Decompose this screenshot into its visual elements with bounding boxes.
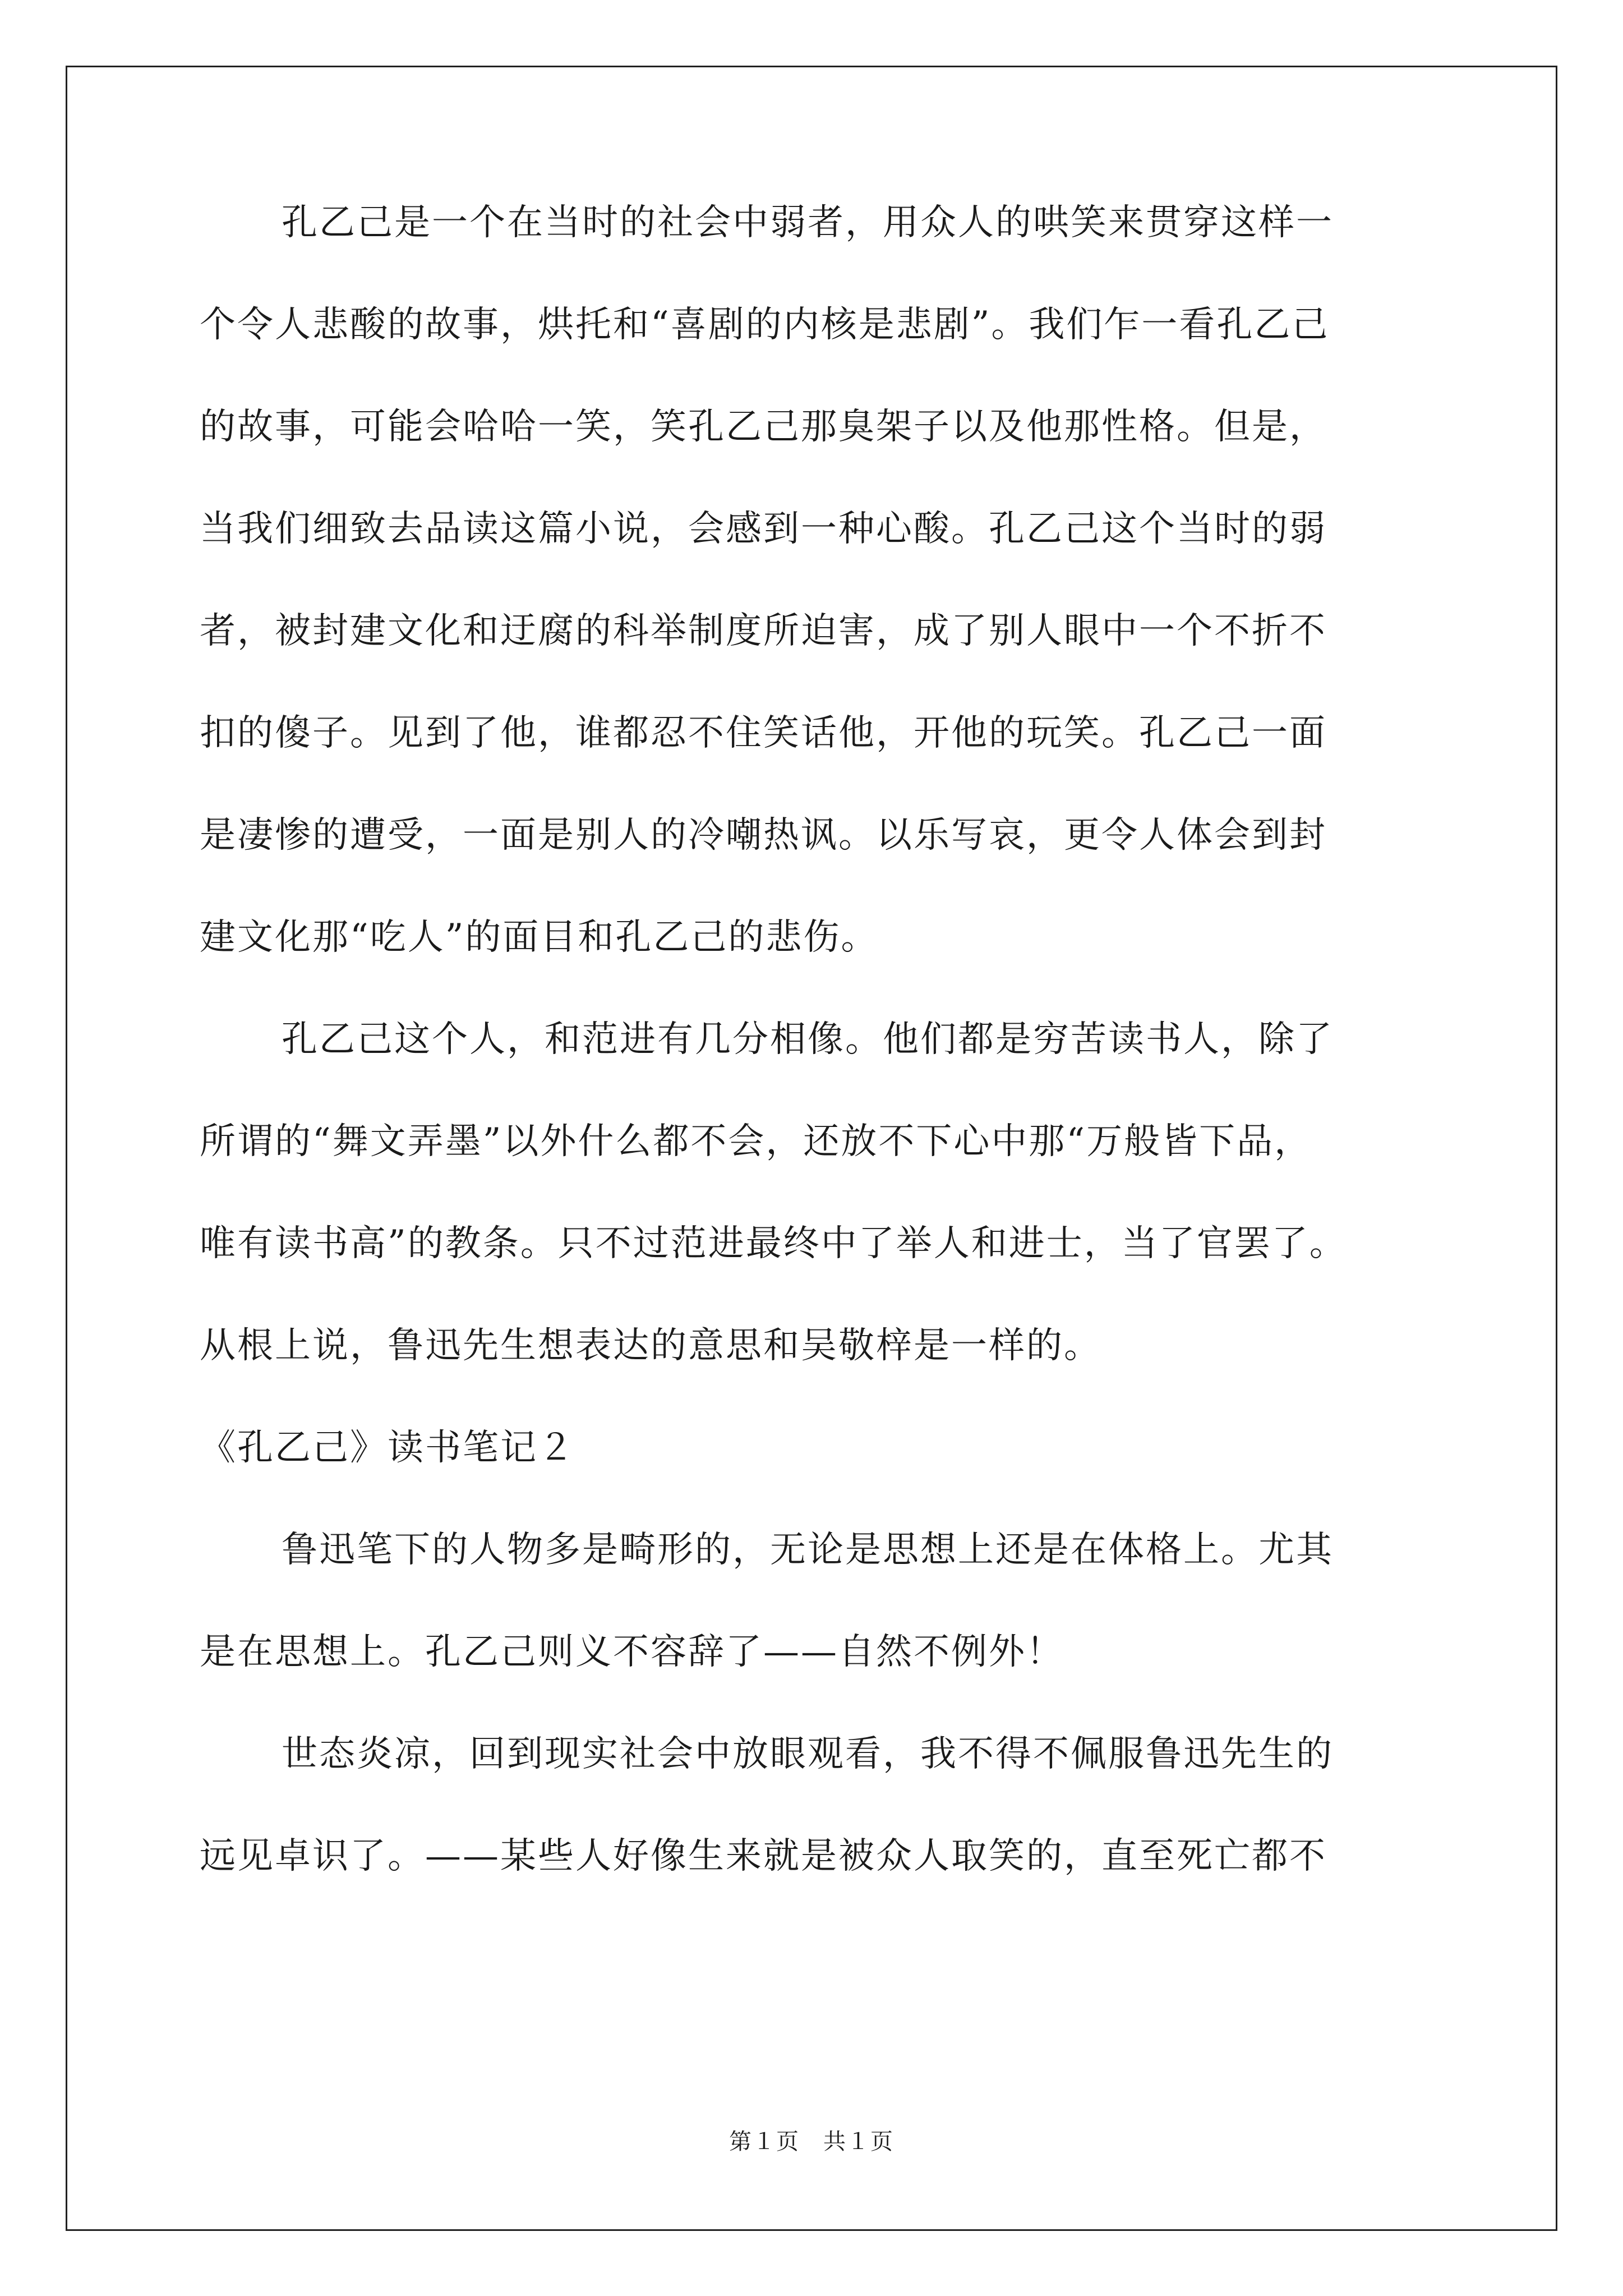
paragraph-line: 鲁迅笔下的人物多是畸形的，无论是思想上还是在体格上。尤其 (282, 1529, 1334, 1571)
paragraph-line: 是在思想上。孔乙己则义不容辞了——自然不例外！ (200, 1631, 1064, 1673)
paragraph-line: 扣的傻子。见到了他，谁都忍不住笑话他，开他的玩笑。孔乙己一面 (200, 712, 1327, 754)
section-heading: 《孔乙己》读书笔记２ (200, 1427, 575, 1469)
page-number: 第１页 共１页 (729, 2129, 894, 2155)
paragraph-line: 所谓的“舞文弄墨”以外什么都不会，还放不下心中那“万般皆下品， (200, 1121, 1312, 1162)
paragraph-line: 从根上说，鲁迅先生想表达的意思和吴敬梓是一样的。 (200, 1325, 1101, 1366)
paragraph-line: 建文化那“吃人”的面目和孔乙己的悲伤。 (200, 917, 879, 958)
paragraph-line: 孔乙己是一个在当时的社会中弱者，用众人的哄笑来贯穿这样一 (282, 202, 1334, 243)
paragraph-line: 远见卓识了。——某些人好像生来就是被众人取笑的，直至死亡都不 (200, 1835, 1327, 1877)
paragraph-line: 孔乙己这个人，和范进有几分相像。他们都是穷苦读书人，除了 (282, 1019, 1334, 1060)
paragraph-line: 个令人悲酸的故事，烘托和“喜剧的内核是悲剧”。我们乍一看孔乙己 (200, 304, 1330, 346)
paragraph-line: 当我们细致去品读这篇小说，会感到一种心酸。孔乙己这个当时的弱 (200, 508, 1327, 550)
paragraph-line: 唯有读书高”的教条。只不过范进最终中了举人和进士，当了官罢了。 (200, 1223, 1347, 1264)
document-body (200, 202, 1433, 1940)
paragraph-line: 是凄惨的遭受，一面是别人的冷嘲热讽。以乐写哀，更令人体会到封 (200, 815, 1327, 856)
paragraph-line: 者，被封建文化和迂腐的科举制度所迫害，成了别人眼中一个不折不 (200, 610, 1327, 652)
paragraph-line: 的故事，可能会哈哈一笑，笑孔乙己那臭架子以及他那性格。但是， (200, 406, 1327, 448)
paragraph-line: 世态炎凉，回到现实社会中放眼观看，我不得不佩服鲁迅先生的 (282, 1733, 1334, 1775)
